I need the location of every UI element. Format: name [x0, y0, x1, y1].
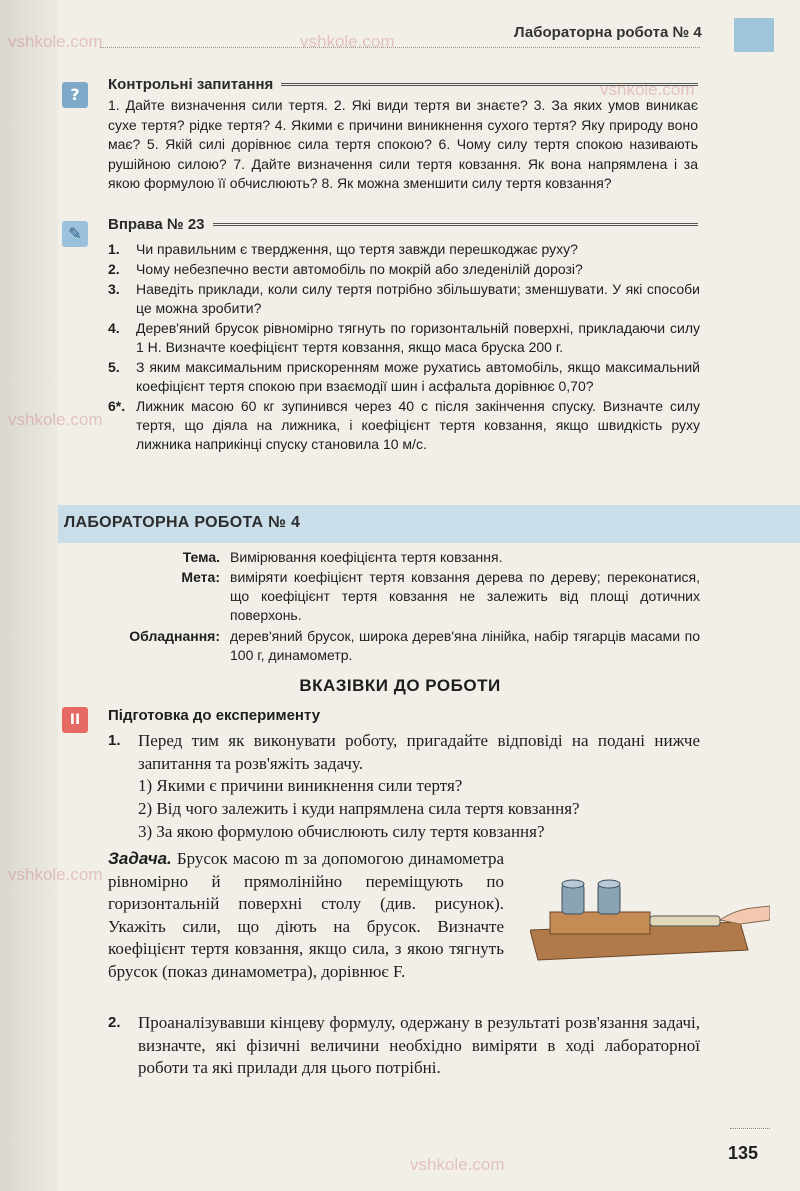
goal-value: виміряти коефіцієнт тертя ковзання дерева по дереву; переконатися, що коефіцієнт тертя ковзання не залежить від площі дотичних поверхонь.: [230, 569, 700, 623]
footer-rule: [730, 1128, 770, 1129]
topic-label: Тема.: [182, 549, 220, 565]
sub-question-1: 1) Якими є причини виникнення сили тертя?: [138, 776, 463, 795]
list-item: [108, 240, 700, 259]
page-gutter: [0, 0, 58, 1191]
item-number: 1.: [108, 732, 121, 749]
running-header: Лабораторна робота № 4: [514, 24, 702, 41]
exercise-title: Вправа № 23: [108, 216, 205, 233]
instruction-item-2: [108, 1012, 700, 1080]
watermark: vshkole.com: [410, 1155, 505, 1174]
watermark: vshkole.com: [8, 865, 103, 884]
item-number: 5.: [108, 359, 120, 375]
item-text: Перед тим як виконувати роботу, пригадайте відповіді на подані нижче запитання та розв'яжіть задачу.: [138, 731, 700, 773]
pencil-icon: ✎: [62, 221, 88, 247]
item-text: Лижник масою 60 кг зупинився через 40 с після закінчення спуску. Визначте силу тертя, що діяла на лижника, і коефіцієнт тертя ковзання, якщо швидкість руху лижника наприкінці спуску становила 10 м/с.: [136, 398, 700, 452]
chapter-tab: [734, 18, 774, 52]
list-item: [108, 260, 700, 279]
item-text: З яким максимальним прискоренням може рухатись автомобіль, якщо максимальний коефіцієнт тертя спокою при взаємодії шин і асфальта дорівнює 0,70?: [136, 359, 700, 394]
task-text: Брусок масою m за допомогою динамометра рівномірно й прямолінійно переміщують по горизонтальній поверхні столу (див. рисунок). Укажіть сили, що діють на брусок. Визначте коефіцієнт тертя ковзання, якщо сила, з якою тягнуть брусок (показ динамометра), дорівнює F.: [108, 849, 505, 981]
item-number: 3.: [108, 281, 120, 297]
watermark: vshkole.com: [8, 410, 103, 429]
watermark: vshkole.com: [8, 32, 103, 51]
control-questions-heading: [108, 76, 698, 93]
page-number: 135: [728, 1143, 759, 1163]
sub-question-3: 3) За якою формулою обчислюють силу тертя ковзання?: [138, 822, 545, 841]
preparation-heading: Підготовка до експерименту: [108, 707, 321, 724]
step-icon: II: [62, 707, 88, 733]
control-questions-text: 1. Дайте визначення сили тертя. 2. Які види тертя ви знаєте? 3. За яких умов виникає сухе тертя? рідке тертя? 4. Якими є причини виникнення сухого тертя? Яку природу воно має? 5. Якій силі дорівнює сила тертя спокою? 6. Чому силу тертя спокою називають рушійною силою? 7. Дайте визначення сили тертя ковзання. Як вона напрямлена і за якою формулою її обчислюють? 8. Як можна зменшити силу тертя ковзання?: [108, 97, 698, 191]
list-item: [108, 358, 700, 396]
equipment-value: дерев'яний брусок, широка дерев'яна лінійка, набір тягарців масами по 100 г, динамометр.: [230, 628, 700, 663]
list-item: [108, 319, 700, 357]
heading-rule: [281, 83, 698, 86]
equipment-label: Обладнання:: [129, 628, 220, 644]
task-paragraph: [108, 848, 504, 983]
item-text: Чи правильним є твердження, що тертя завжди перешкоджає руху?: [136, 241, 578, 257]
lab-title: ЛАБОРАТОРНА РОБОТА № 4: [64, 514, 301, 531]
lab-equipment: [100, 627, 700, 665]
exercise-heading: [108, 216, 698, 233]
lab-topic: [100, 548, 700, 567]
instruction-item-1: [108, 730, 700, 775]
lab-goal: [100, 568, 700, 625]
topic-value: Вимірювання коефіцієнта тертя ковзання.: [230, 549, 503, 565]
task-label: Задача.: [108, 849, 172, 868]
header-rule: [100, 47, 700, 48]
item-text: Наведіть приклади, коли силу тертя потрібно збільшувати; зменшувати. У які способи це можна зробити?: [136, 281, 700, 316]
list-item: [108, 280, 700, 318]
sub-question-2: 2) Від чого залежить і куди напрямлена сила тертя ковзання?: [138, 799, 580, 818]
item-number: 1.: [108, 241, 120, 257]
item-number: 2.: [108, 1014, 121, 1031]
watermark: vshkole.com: [600, 80, 695, 99]
heading-rule: [213, 223, 698, 226]
item-number: 2.: [108, 261, 120, 277]
goal-label: Мета:: [181, 569, 220, 585]
item-number: 6*.: [108, 398, 126, 414]
question-icon: ?: [62, 82, 88, 108]
exercise-list: [108, 240, 700, 455]
instructions-heading: ВКАЗІВКИ ДО РОБОТИ: [299, 676, 501, 695]
watermark: vshkole.com: [300, 32, 395, 51]
item-text: Проаналізувавши кінцеву формулу, одержану в результаті розв'язання задачі, визначте, які фізичні величини необхідно виміряти в ході лабораторної роботи та які прилади для цього потрібні.: [138, 1013, 700, 1077]
item-text: Чому небезпечно вести автомобіль по мокрій або зледенілій дорозі?: [136, 261, 583, 277]
list-item: [108, 397, 700, 454]
friction-experiment-illustration: [530, 870, 770, 966]
control-questions-title: Контрольні запитання: [108, 76, 274, 93]
item-text: Дерев'яний брусок рівномірно тягнуть по горизонтальній поверхні, прикладаючи силу 1 Н. Визначте коефіцієнт тертя ковзання, якщо маса бруска 200 г.: [136, 320, 700, 355]
item-number: 4.: [108, 320, 120, 336]
